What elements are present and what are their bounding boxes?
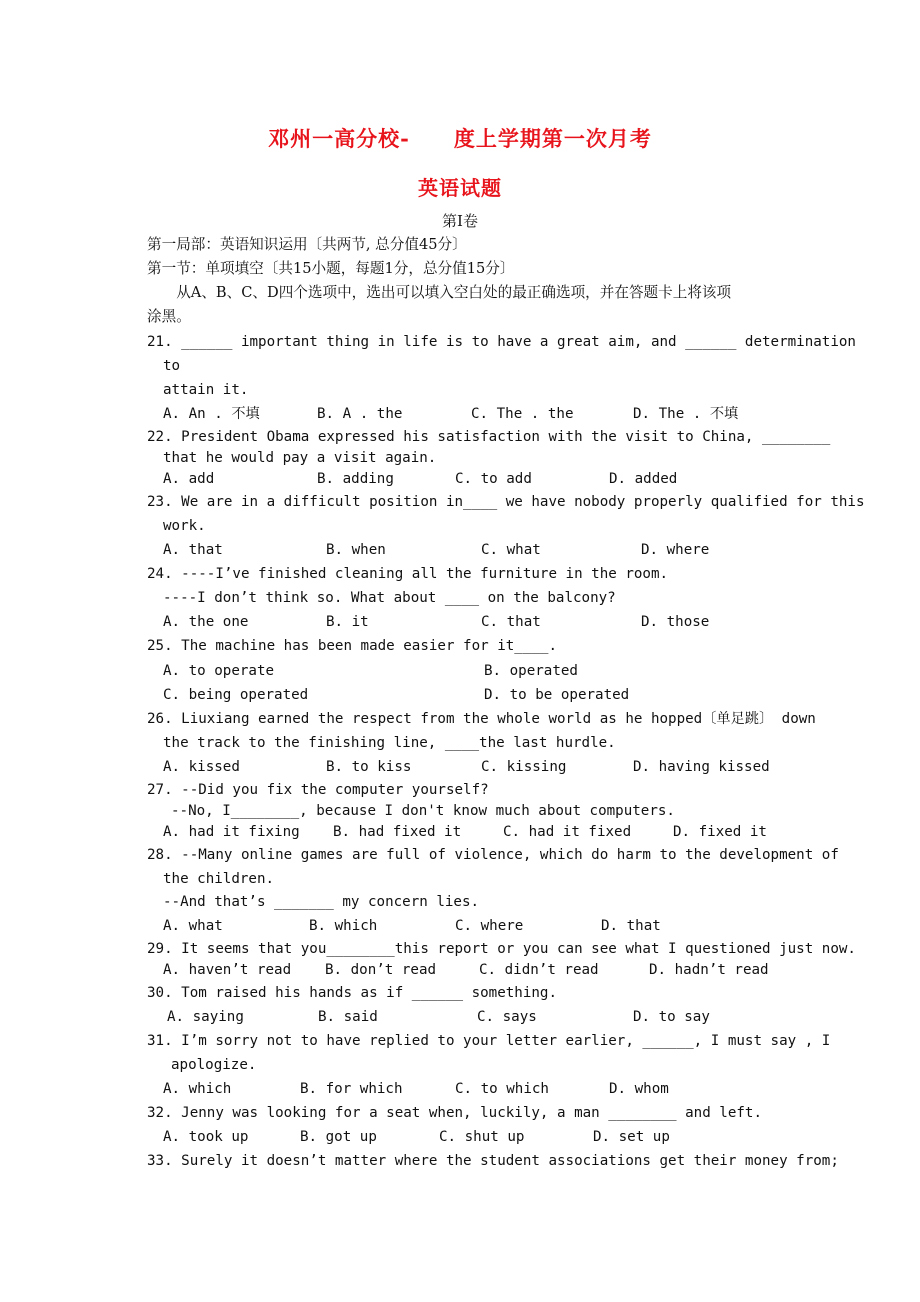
question-32-option-d: D. set up bbox=[593, 1129, 670, 1145]
question-22-option-b: B. adding bbox=[317, 471, 394, 487]
question-28-option-c: C. where bbox=[455, 918, 524, 934]
question-31-option-d: D. whom bbox=[609, 1081, 669, 1097]
question-22-option-a: A. add bbox=[163, 471, 215, 487]
question-27-option-b: B. had fixed it bbox=[333, 824, 462, 840]
question-29-option-b: B. don’t read bbox=[325, 962, 437, 978]
question-21-option-a: A. An . 不填 bbox=[163, 406, 260, 422]
exam-subtitle: 英语试题 bbox=[418, 176, 502, 200]
instructions-line: 涂黑。 bbox=[147, 308, 191, 325]
question-26-stem: 26. Liuxiang earned the respect from the whole world as he hopped〔单足跳〕 down bbox=[147, 711, 816, 727]
question-26-option-a: A. kissed bbox=[163, 759, 240, 775]
question-31-option-c: C. to which bbox=[455, 1081, 549, 1097]
question-21-stem: attain it. bbox=[163, 382, 249, 398]
question-25-option-a: A. to operate bbox=[163, 663, 275, 679]
question-30-option-a: A. saying bbox=[167, 1009, 244, 1025]
question-24-stem: ----I don’t think so. What about ____ on the balcony? bbox=[163, 590, 616, 606]
question-23-stem: work. bbox=[163, 518, 206, 534]
question-28-stem: the children. bbox=[163, 871, 275, 887]
question-25-option-b: B. operated bbox=[484, 663, 578, 679]
question-28-stem: --And that’s _______ my concern lies. bbox=[163, 894, 480, 910]
question-21-stem: to bbox=[163, 358, 181, 374]
question-30-option-c: C. says bbox=[477, 1009, 537, 1025]
exam-title: 邓州一高分校- 度上学期第一次月考 bbox=[268, 126, 652, 151]
volume-label: 第Ⅰ卷 bbox=[442, 212, 478, 230]
question-32-stem: 32. Jenny was looking for a seat when, luckily, a man ________ and left. bbox=[147, 1105, 762, 1121]
question-22-stem: that he would pay a visit again. bbox=[163, 450, 437, 466]
question-23-stem: 23. We are in a difficult position in____ we have nobody properly qualified for this bbox=[147, 494, 865, 510]
question-28-stem: 28. --Many online games are full of violence, which do harm to the development of bbox=[147, 847, 839, 863]
question-24-option-c: C. that bbox=[481, 614, 541, 630]
question-33-stem: 33. Surely it doesn’t matter where the student associations get their money from; bbox=[147, 1153, 839, 1169]
question-26-option-d: D. having kissed bbox=[633, 759, 770, 775]
question-29-option-a: A. haven’t read bbox=[163, 962, 292, 978]
question-22-option-c: C. to add bbox=[455, 471, 532, 487]
question-26-option-b: B. to kiss bbox=[326, 759, 412, 775]
question-21-option-c: C. The . the bbox=[471, 406, 574, 422]
question-24-stem: 24. ----I’ve finished cleaning all the furniture in the room. bbox=[147, 566, 669, 582]
question-22-stem: 22. President Obama expressed his satisfaction with the visit to China, ________ bbox=[147, 429, 831, 445]
question-31-stem: apologize. bbox=[171, 1057, 257, 1073]
question-32-option-b: B. got up bbox=[300, 1129, 377, 1145]
question-31-option-b: B. for which bbox=[300, 1081, 403, 1097]
instructions-line: 从A、B、C、D四个选项中，选出可以填入空白处的最正确选项，并在答题卡上将该项 bbox=[147, 284, 732, 301]
question-31-stem: 31. I’m sorry not to have replied to your letter earlier, ______, I must say , I bbox=[147, 1033, 831, 1049]
question-30-option-b: B. said bbox=[318, 1009, 378, 1025]
question-24-option-d: D. those bbox=[641, 614, 710, 630]
question-21-stem: 21. ______ important thing in life is to have a great aim, and ______ determination bbox=[147, 334, 856, 350]
question-28-option-a: A. what bbox=[163, 918, 223, 934]
question-23-option-a: A. that bbox=[163, 542, 223, 558]
question-31-option-a: A. which bbox=[163, 1081, 232, 1097]
question-27-option-a: A. had it fixing bbox=[163, 824, 300, 840]
question-29-stem: 29. It seems that you________this report or you can see what I questioned just now. bbox=[147, 941, 856, 957]
question-21-option-b: B. A . the bbox=[317, 406, 403, 422]
question-23-option-d: D. where bbox=[641, 542, 710, 558]
question-21-option-d: D. The . 不填 bbox=[633, 406, 739, 422]
part-heading: 第一局部：英语知识运用〔共两节, 总分值45分〕 bbox=[147, 236, 467, 253]
question-24-option-b: B. it bbox=[326, 614, 369, 630]
question-29-option-c: C. didn’t read bbox=[479, 962, 599, 978]
question-25-stem: 25. The machine has been made easier for it____. bbox=[147, 638, 557, 654]
question-32-option-a: A. took up bbox=[163, 1129, 249, 1145]
question-26-option-c: C. kissing bbox=[481, 759, 567, 775]
question-27-option-c: C. had it fixed bbox=[503, 824, 632, 840]
question-23-option-c: C. what bbox=[481, 542, 541, 558]
question-27-stem: 27. --Did you fix the computer yourself? bbox=[147, 782, 489, 798]
question-30-stem: 30. Tom raised his hands as if ______ something. bbox=[147, 985, 557, 1001]
question-27-option-d: D. fixed it bbox=[673, 824, 767, 840]
question-29-option-d: D. hadn’t read bbox=[649, 962, 769, 978]
section-heading: 第一节：单项填空〔共15小题，每题1分，总分值15分〕 bbox=[147, 260, 515, 277]
question-26-stem: the track to the finishing line, ____the last hurdle. bbox=[163, 735, 616, 751]
question-28-option-d: D. that bbox=[601, 918, 661, 934]
question-25-option-c: C. being operated bbox=[163, 687, 309, 703]
question-30-option-d: D. to say bbox=[633, 1009, 710, 1025]
question-28-option-b: B. which bbox=[309, 918, 378, 934]
question-27-stem: --No, I________, because I don't know much about computers. bbox=[171, 803, 675, 819]
question-22-option-d: D. added bbox=[609, 471, 678, 487]
question-23-option-b: B. when bbox=[326, 542, 386, 558]
question-24-option-a: A. the one bbox=[163, 614, 249, 630]
question-32-option-c: C. shut up bbox=[439, 1129, 525, 1145]
question-25-option-d: D. to be operated bbox=[484, 687, 630, 703]
